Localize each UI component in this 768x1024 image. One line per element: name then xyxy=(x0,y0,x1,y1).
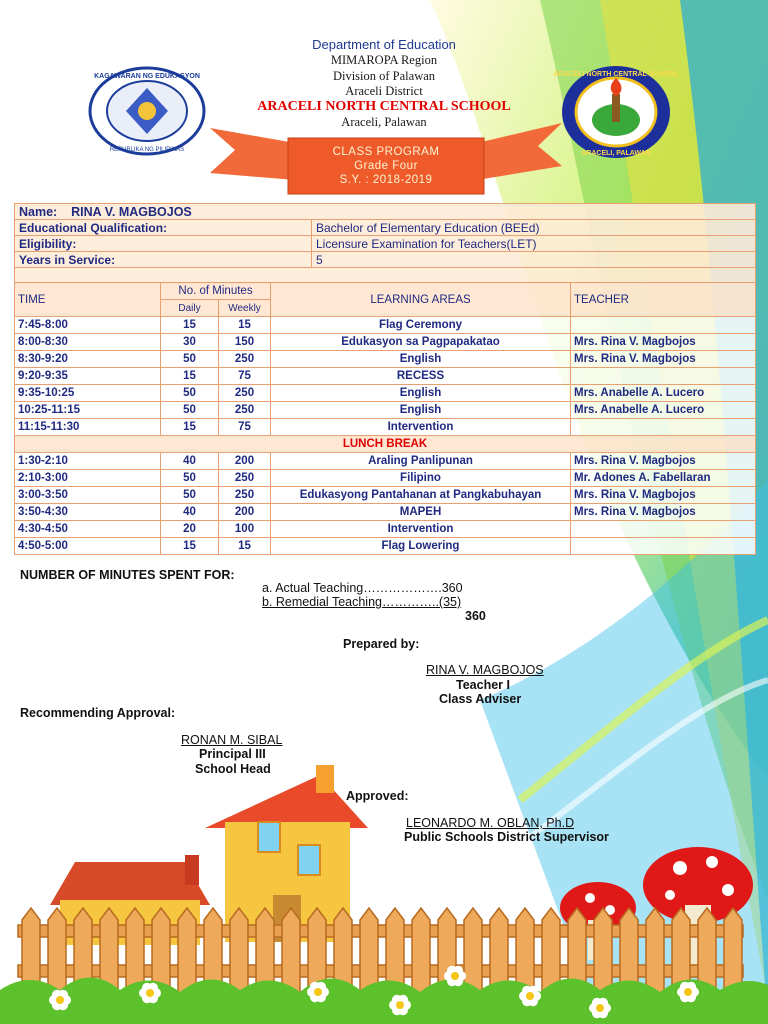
recommending-label: Recommending Approval: xyxy=(20,706,176,720)
learning-area-cell: Filipino xyxy=(271,470,571,487)
learning-area-cell: English xyxy=(271,351,571,368)
approved-title: Public Schools District Supervisor xyxy=(404,830,609,844)
time-cell: 3:50-4:30 xyxy=(15,504,161,521)
teacher-cell: Mrs. Anabelle A. Lucero xyxy=(571,402,756,419)
learning-area-cell: English xyxy=(271,402,571,419)
daily-cell: 50 xyxy=(161,487,219,504)
fence-picket xyxy=(230,908,248,995)
fence-picket xyxy=(724,908,742,995)
actual-teaching: a. Actual Teaching……………….360 xyxy=(262,581,463,595)
time-cell: 8:30-9:20 xyxy=(15,351,161,368)
teacher-cell: Mrs. Rina V. Magbojos xyxy=(571,334,756,351)
schedule-table xyxy=(14,282,756,555)
qualification-label: Educational Qualification: xyxy=(15,220,312,236)
schedule-row xyxy=(15,419,756,436)
weekly-cell: 15 xyxy=(219,317,271,334)
teacher-cell: Mrs. Anabelle A. Lucero xyxy=(571,385,756,402)
school-address: Araceli, Palawan xyxy=(341,115,427,129)
weekly-cell: 250 xyxy=(219,385,271,402)
time-cell: 11:15-11:30 xyxy=(15,419,161,436)
weekly-cell: 200 xyxy=(219,453,271,470)
schedule-header-row xyxy=(15,283,756,300)
school-name: ARACELI NORTH CENTRAL SCHOOL xyxy=(257,99,511,114)
weekly-cell: 15 xyxy=(219,538,271,555)
schedule-row xyxy=(15,487,756,504)
schedule-row xyxy=(15,351,756,368)
minutes-header: No. of Minutes xyxy=(161,283,271,300)
name-row xyxy=(15,204,756,220)
time-cell: 2:10-3:00 xyxy=(15,470,161,487)
time-cell: 8:00-8:30 xyxy=(15,334,161,351)
learning-area-cell: RECESS xyxy=(271,368,571,385)
approved-label: Approved: xyxy=(346,789,409,803)
region-line: MIMAROPA Region xyxy=(330,53,438,67)
learning-area-cell: Intervention xyxy=(271,419,571,436)
weekly-cell: 75 xyxy=(219,368,271,385)
years-row xyxy=(15,252,756,268)
fence-picket xyxy=(48,908,66,995)
schedule-row xyxy=(15,334,756,351)
schedule-row xyxy=(15,521,756,538)
eligibility-label: Eligibility: xyxy=(15,236,312,252)
weekly-cell: 100 xyxy=(219,521,271,538)
fence-picket xyxy=(360,908,378,995)
learning-area-cell: Araling Panlipunan xyxy=(271,453,571,470)
time-cell: 3:00-3:50 xyxy=(15,487,161,504)
schedule-row xyxy=(15,538,756,555)
time-cell: 9:20-9:35 xyxy=(15,368,161,385)
learning-area-cell: Edukasyong Pantahanan at Pangkabuhayan xyxy=(271,487,571,504)
summary-title: NUMBER OF MINUTES SPENT FOR: xyxy=(20,568,235,582)
daily-cell: 50 xyxy=(161,470,219,487)
daily-cell: 20 xyxy=(161,521,219,538)
learning-area-cell: MAPEH xyxy=(271,504,571,521)
fence-picket xyxy=(646,908,664,995)
schedule-row xyxy=(15,317,756,334)
svg-text:KAGAWARAN NG EDUKASYON: KAGAWARAN NG EDUKASYON xyxy=(94,73,200,80)
weekly-cell: 250 xyxy=(219,470,271,487)
schedule-row xyxy=(15,368,756,385)
total-minutes: 360 xyxy=(465,609,486,623)
weekly-cell: 250 xyxy=(219,487,271,504)
time-cell: 1:30-2:10 xyxy=(15,453,161,470)
teacher-cell: Mr. Adones A. Fabellaran xyxy=(571,470,756,487)
learning-area-cell: Flag Ceremony xyxy=(271,317,571,334)
svg-text:REPUBLIKA NG PILIPINAS: REPUBLIKA NG PILIPINAS xyxy=(109,147,185,153)
division-line: Division of Palawan xyxy=(332,69,436,83)
teacher-cell xyxy=(571,419,756,436)
daily-cell: 50 xyxy=(161,351,219,368)
teacher-cell xyxy=(571,368,756,385)
fence-picket xyxy=(464,908,482,995)
teacher-header: TEACHER xyxy=(571,283,756,317)
fence-picket xyxy=(412,908,430,995)
schedule-row xyxy=(15,385,756,402)
learning-area-cell: Edukasyon sa Pagpapakatao xyxy=(271,334,571,351)
recommending-title-1: Principal III xyxy=(199,747,266,761)
lunch-break: LUNCH BREAK xyxy=(15,436,756,453)
years-label: Years in Service: xyxy=(15,252,312,268)
teacher-cell xyxy=(571,317,756,334)
weekly-cell: 150 xyxy=(219,334,271,351)
weekly-cell: 75 xyxy=(219,419,271,436)
schedule-row xyxy=(15,453,756,470)
banner-line-3: S.Y. : 2018-2019 xyxy=(339,174,433,186)
learning-area-cell: Flag Lowering xyxy=(271,538,571,555)
daily-cell: 15 xyxy=(161,368,219,385)
weekly-cell: 250 xyxy=(219,402,271,419)
prepared-label: Prepared by: xyxy=(343,637,420,651)
fence-picket xyxy=(282,908,300,995)
daily-cell: 15 xyxy=(161,538,219,555)
teacher-cell: Mrs. Rina V. Magbojos xyxy=(571,487,756,504)
learning-areas-header: LEARNING AREAS xyxy=(271,283,571,317)
time-cell: 10:25-11:15 xyxy=(15,402,161,419)
daily-cell: 30 xyxy=(161,334,219,351)
daily-cell: 15 xyxy=(161,317,219,334)
prepared-title-2: Class Adviser xyxy=(439,692,522,706)
daily-cell: 40 xyxy=(161,453,219,470)
name-label: Name: xyxy=(19,204,58,219)
qualification-value: Bachelor of Elementary Education (BEEd) xyxy=(312,220,756,236)
teacher-cell: Mrs. Rina V. Magbojos xyxy=(571,504,756,521)
weekly-cell: 200 xyxy=(219,504,271,521)
daily-header: Daily xyxy=(161,300,219,317)
remedial-teaching: b. Remedial Teaching…………..(35) xyxy=(262,595,462,609)
teacher-cell: Mrs. Rina V. Magbojos xyxy=(571,453,756,470)
banner-text xyxy=(288,145,484,187)
prepared-title-1: Teacher I xyxy=(456,678,510,692)
teacher-name: RINA V. MAGBOJOS xyxy=(71,204,192,219)
daily-cell: 15 xyxy=(161,419,219,436)
daily-cell: 40 xyxy=(161,504,219,521)
learning-area-cell: English xyxy=(271,385,571,402)
eligibility-row xyxy=(15,236,756,252)
svg-text:ARACELI, PALAWAN: ARACELI, PALAWAN xyxy=(581,150,651,157)
teacher-cell: Mrs. Rina V. Magbojos xyxy=(571,351,756,368)
schedule-row xyxy=(15,402,756,419)
time-cell: 4:50-5:00 xyxy=(15,538,161,555)
department-title: Department of Education xyxy=(312,37,456,52)
schedule-row xyxy=(15,504,756,521)
eligibility-value: Licensure Examination for Teachers(LET) xyxy=(312,236,756,252)
banner-line-1: CLASS PROGRAM xyxy=(332,146,440,158)
lunch-row xyxy=(15,436,756,453)
svg-text:ARACELI NORTH CENTRAL SCHOOL: ARACELI NORTH CENTRAL SCHOOL xyxy=(553,71,679,78)
banner-line-2: Grade Four xyxy=(354,160,418,172)
fence-picket xyxy=(594,908,612,995)
daily-cell: 50 xyxy=(161,385,219,402)
time-cell: 4:30-4:50 xyxy=(15,521,161,538)
time-cell: 7:45-8:00 xyxy=(15,317,161,334)
daily-cell: 50 xyxy=(161,402,219,419)
fence-picket xyxy=(178,908,196,995)
prepared-name: RINA V. MAGBOJOS xyxy=(426,663,544,677)
teacher-cell xyxy=(571,538,756,555)
time-cell: 9:35-10:25 xyxy=(15,385,161,402)
time-header: TIME xyxy=(15,283,161,317)
recommending-title-2: School Head xyxy=(195,762,271,776)
approved-name: LEONARDO M. OBLAN, Ph.D xyxy=(406,816,575,830)
teacher-cell xyxy=(571,521,756,538)
weekly-cell: 250 xyxy=(219,351,271,368)
teacher-info-table xyxy=(14,203,756,284)
district-line: Araceli District xyxy=(345,84,423,98)
schedule-row xyxy=(15,470,756,487)
recommending-name: RONAN M. SIBAL xyxy=(181,733,283,747)
qualification-row xyxy=(15,220,756,236)
years-value: 5 xyxy=(312,252,756,268)
learning-area-cell: Intervention xyxy=(271,521,571,538)
weekly-header: Weekly xyxy=(219,300,271,317)
